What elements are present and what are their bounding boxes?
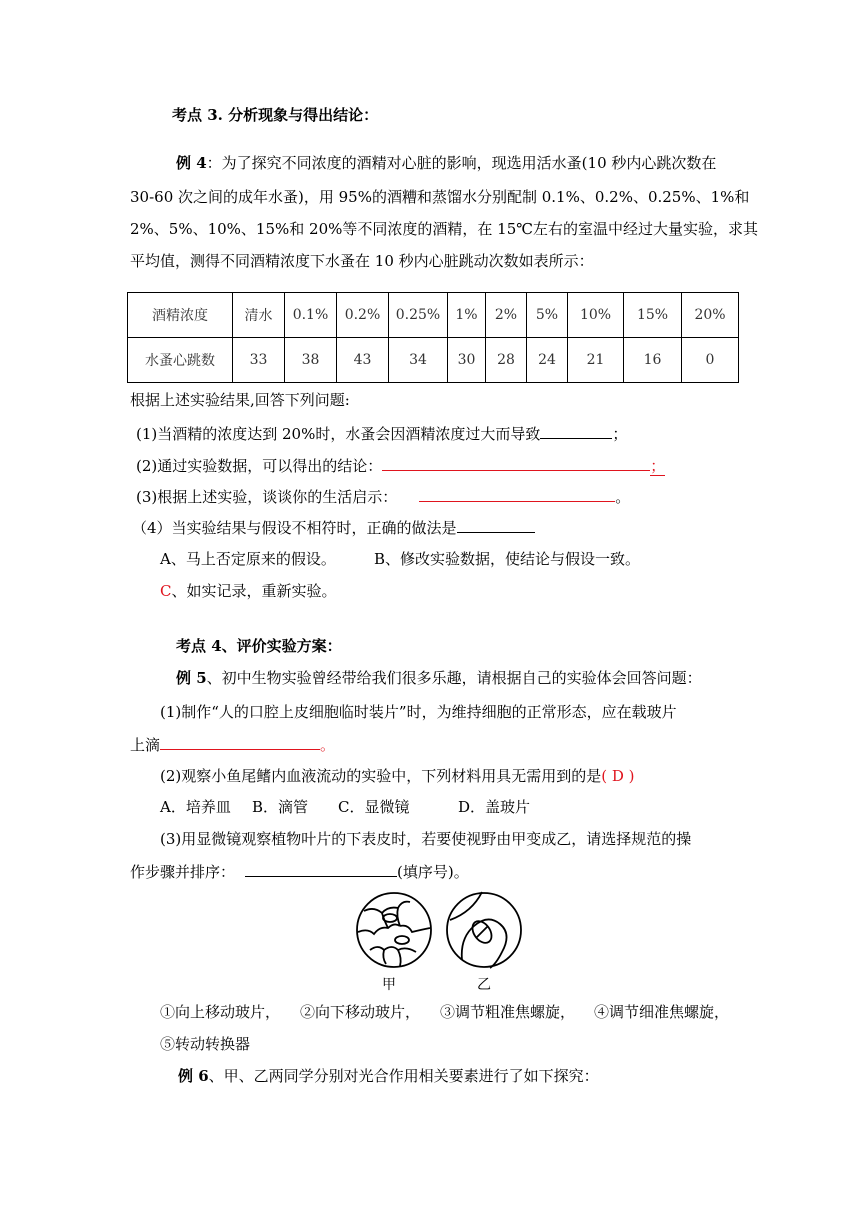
section-heading-3: 考点 3. 分析现象与得出结论： xyxy=(172,106,379,124)
table-cell: 水蚤心跳数 xyxy=(128,338,233,383)
question-4 xyxy=(132,517,535,538)
example5-text1: 、初中生物实验曾经带给我们很多乐趣，请根据自己的实验体会回答问题： xyxy=(206,669,702,687)
example4-line3: 2%、5%、10%、15%和 20%等不同浓度的酒精，在 15℃左右的室温中经过大量实验，求其 xyxy=(130,220,759,238)
example6-line1 xyxy=(178,1066,599,1086)
table-cell: 30 xyxy=(448,338,486,383)
table-cell: 33 xyxy=(233,338,285,383)
answer-blank xyxy=(419,486,615,502)
section-heading-4: 考点 4、评价实验方案： xyxy=(176,637,342,655)
example5-part2-answer: ( D ) xyxy=(601,767,635,785)
example4-label: 例 4 xyxy=(176,154,207,172)
option-c xyxy=(160,581,337,601)
figure-label-yi: 乙 xyxy=(477,977,491,993)
question-3-end: 。 xyxy=(615,488,631,506)
answer-blank xyxy=(540,423,612,439)
step-option: ④调节细准焦螺旋， xyxy=(594,1003,730,1021)
table-row xyxy=(128,338,739,383)
questions-intro: 根据上述实验结果,回答下列问题: xyxy=(130,391,350,409)
example5-part3b-end: (填序号)。 xyxy=(397,863,469,881)
table-cell: 10% xyxy=(568,293,624,338)
question-2 xyxy=(136,455,665,476)
table-cell: 0.25% xyxy=(389,293,448,338)
view-jia-illustration xyxy=(357,893,431,967)
example5-part1b xyxy=(130,734,335,755)
example4-text1: ：为了探究不同浓度的酒精对心脏的影响，现选用活水蚤(10 秒内心跳次数在 xyxy=(206,154,717,172)
answer-blank xyxy=(160,734,320,750)
table-cell: 酒精浓度 xyxy=(128,293,233,338)
example5-part2-option: D．盖玻片 xyxy=(458,798,531,816)
table-cell: 16 xyxy=(624,338,682,383)
question-3 xyxy=(136,486,630,507)
example4-line4: 平均值，测得不同酒精浓度下水蚤在 10 秒内心脏跳动次数如表所示： xyxy=(130,252,594,270)
example5-part1b-end: 。 xyxy=(320,736,336,754)
table-cell: 15% xyxy=(624,293,682,338)
table-cell: 28 xyxy=(486,338,527,383)
heartbeat-table xyxy=(127,292,739,383)
example6-text1: 、甲、乙两同学分别对光合作用相关要素进行了如下探究： xyxy=(208,1067,599,1085)
option-b: B、修改实验数据，使结论与假设一致。 xyxy=(374,550,641,568)
table-row xyxy=(128,293,739,338)
example5-line1 xyxy=(176,668,702,688)
table-cell: 2% xyxy=(486,293,527,338)
example5-part2-option: B．滴管 xyxy=(252,798,309,816)
answer-blank xyxy=(457,517,535,533)
table-cell: 1% xyxy=(448,293,486,338)
view-yi-illustration xyxy=(447,892,521,968)
table-cell: 20% xyxy=(682,293,739,338)
example6-label: 例 6 xyxy=(178,1067,209,1085)
question-4-text: （4）当实验结果与假设不相符时，正确的做法是 xyxy=(132,519,457,537)
example5-part2 xyxy=(160,766,635,786)
table-cell: 24 xyxy=(527,338,568,383)
question-1 xyxy=(136,423,627,444)
table-cell: 0.2% xyxy=(337,293,389,338)
example5-part1a: (1)制作“人的口腔上皮细胞临时装片”时，为维持细胞的正常形态，应在载玻片 xyxy=(160,703,677,721)
question-2-end: ； xyxy=(650,457,666,475)
table-cell: 43 xyxy=(337,338,389,383)
table-cell: 0 xyxy=(682,338,739,383)
table-cell: 34 xyxy=(389,338,448,383)
example4-line1 xyxy=(176,153,716,173)
step-option: ①向上移动玻片， xyxy=(160,1003,281,1021)
example5-part2-option: C．显微镜 xyxy=(338,798,410,816)
answer-blank xyxy=(245,861,397,877)
table-cell: 5% xyxy=(527,293,568,338)
option-c-letter: C xyxy=(160,582,172,600)
table-cell: 清水 xyxy=(233,293,285,338)
question-2-text: (2)通过实验数据，可以得出的结论： xyxy=(136,457,383,475)
example4-line2: 30-60 次之间的成年水蚤)，用 95%的酒糟和蒸馏水分别配制 0.1%、0.2%、0.25%、1%和 xyxy=(130,188,750,206)
answer-blank xyxy=(382,455,650,471)
example5-part2-text: (2)观察小鱼尾鳍内血液流动的实验中，下列材料用具无需用到的是 xyxy=(160,767,602,785)
table-cell: 21 xyxy=(568,338,624,383)
step-option: ⑤转动转换器 xyxy=(160,1035,251,1053)
table-cell: 0.1% xyxy=(285,293,337,338)
option-a: A、马上否定原来的假设。 xyxy=(160,550,336,568)
example5-part1b-text: 上滴 xyxy=(130,736,161,754)
example5-part3b xyxy=(130,861,469,882)
table-cell: 38 xyxy=(285,338,337,383)
question-3-text: (3)根据上述实验，谈谈你的生活启示： xyxy=(136,488,398,506)
example5-label: 例 5 xyxy=(176,669,207,687)
step-option: ③调节粗准焦螺旋， xyxy=(440,1003,576,1021)
step-option: ②向下移动玻片， xyxy=(300,1003,421,1021)
example5-part3b-text: 作步骤并排序： xyxy=(130,863,236,881)
microscope-figure xyxy=(350,888,536,994)
question-1-text: (1)当酒精的浓度达到 20%时，水蚤会因酒精浓度过大而导致 xyxy=(136,425,541,443)
question-1-end: ； xyxy=(612,425,628,443)
option-c-text: 、如实记录，重新实验。 xyxy=(171,582,337,600)
figure-label-jia: 甲 xyxy=(382,977,396,993)
example5-part2-option: A．培养皿 xyxy=(160,798,231,816)
example5-part3a: (3)用显微镜观察植物叶片的下表皮时，若要使视野由甲变成乙，请选择规范的操 xyxy=(160,830,692,848)
